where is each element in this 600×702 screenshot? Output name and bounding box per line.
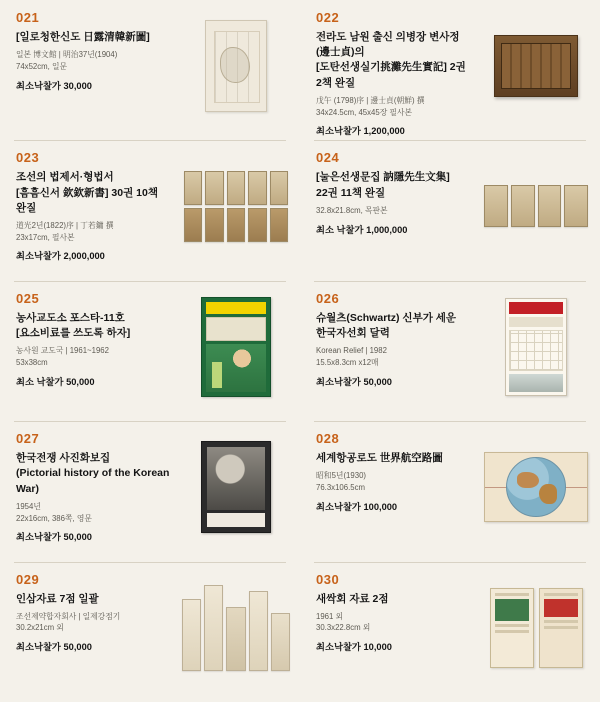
booklet-rule <box>495 624 529 627</box>
lot-image <box>180 572 292 684</box>
lot-title-line: 새싹회 자료 2점 <box>316 592 389 605</box>
booklet-red <box>539 588 583 668</box>
lot-description-line: 농사원 교도국 | 1961~1962 <box>16 346 109 356</box>
lot-title-line: 세계항공로도 世界航空路圖 <box>316 452 443 465</box>
booklet-rule <box>544 620 578 623</box>
lot-description-line: 23x17cm, 필사본 <box>16 232 75 242</box>
lot-description <box>16 345 174 368</box>
lot-item[interactable] <box>0 281 300 421</box>
lot-title <box>316 30 474 91</box>
lot-image <box>480 291 592 403</box>
lot-description <box>316 345 474 368</box>
lot-description-line: 조선제약합자회사 | 일제강점기 <box>16 611 121 621</box>
lot-description-line: 戊午 (1798)序 | 邊士貞(朝鮮) 撰 <box>316 95 425 105</box>
lot-title-line: [눌은선생문집 訥隱先生文集] <box>316 171 450 184</box>
lot-title <box>316 451 474 466</box>
lot-text-block <box>316 431 480 513</box>
lot-text-block <box>16 150 180 262</box>
document-sheet <box>271 613 290 671</box>
lot-description-line: 1961 외 <box>316 611 344 621</box>
lot-number: 025 <box>16 290 40 306</box>
calendar-title-band <box>509 302 563 314</box>
lot-title-line: (Pictorial history of the Korean War) <box>16 467 170 495</box>
volume <box>184 208 202 242</box>
lot-title-line: [도탄선생실기挑灘先生實記] 2권 2책 완질 <box>316 61 466 89</box>
lot-description-line: 22x16cm, 386쪽, 영문 <box>16 513 92 523</box>
lot-text-block <box>316 572 480 654</box>
lot-title-line: 슈월츠(Schwartz) 신부가 세운 <box>316 311 457 324</box>
lot-title <box>16 170 174 216</box>
lot-minimum-bid: 최소낙찰가 2,000,000 <box>16 251 105 262</box>
lot-description <box>316 205 474 217</box>
lot-number: 022 <box>316 10 340 25</box>
lot-description-line: 道光2년(1822)序 | 丁若鏞 撰 <box>16 221 114 231</box>
volume <box>227 171 245 205</box>
lot-text-block <box>16 291 180 388</box>
ginseng-documents-image <box>182 585 290 671</box>
lot-item[interactable] <box>0 562 300 702</box>
world-air-route-map-image <box>484 452 588 522</box>
lot-title-line: [요소비료를 쓰도록 하자] <box>16 327 131 339</box>
document-sheet <box>204 585 223 671</box>
block-carved-plate <box>501 43 571 89</box>
lot-minimum-bid: 최소낙찰가 10,000 <box>316 642 392 653</box>
calendar-date-grid <box>509 330 563 371</box>
lot-description-line: Korean Relief | 1982 <box>316 346 387 356</box>
lot-minimum-bid: 최소낙찰가 1,200,000 <box>316 126 405 137</box>
lot-title <box>16 592 174 607</box>
lot-description <box>316 611 474 634</box>
calendar-photo-band <box>509 374 563 392</box>
lot-image <box>480 150 592 262</box>
lot-minimum-bid: 최소낙찰가 30,000 <box>16 80 92 91</box>
lot-item[interactable] <box>0 140 300 280</box>
lot-description-line: 昭和5년(1930) <box>316 471 366 481</box>
poster-text-panel <box>206 317 266 341</box>
lot-title-line: 한국자선회 달력 <box>316 327 390 339</box>
lot-description <box>16 49 174 72</box>
lot-description <box>316 95 474 118</box>
booklet-rule <box>495 630 529 633</box>
volume <box>484 185 508 227</box>
lot-minimum-bid: 최소낙찰가 50,000 <box>16 532 92 543</box>
lot-number: 024 <box>316 150 340 166</box>
volume <box>227 208 245 242</box>
lot-title <box>16 30 174 45</box>
lot-minimum-bid: 최소 낙찰가 50,000 <box>16 376 95 387</box>
volume <box>205 171 223 205</box>
lot-image <box>480 572 592 684</box>
volume <box>270 171 288 205</box>
lot-title <box>16 451 174 497</box>
green-poster-image <box>201 297 271 397</box>
lot-image <box>180 150 292 262</box>
lot-item[interactable] <box>300 421 600 561</box>
lot-title <box>16 311 174 341</box>
lot-image <box>480 431 592 543</box>
lot-item[interactable] <box>300 140 600 280</box>
lot-title-line: [일로청한신도 日露清韓新圖] <box>16 31 150 43</box>
lot-item[interactable] <box>300 0 600 140</box>
lot-title <box>316 311 474 341</box>
lot-description-line: 15.5x8.3cm x12매 <box>316 357 379 367</box>
lot-title <box>316 170 474 200</box>
booklet-rule <box>544 593 578 596</box>
lot-number: 030 <box>316 571 340 587</box>
lot-text-block <box>316 150 480 235</box>
volume <box>205 208 223 242</box>
lot-title-line: 전라도 남원 출신 의병장 변사정(邊士貞)의 <box>316 31 460 59</box>
lot-description <box>316 470 474 493</box>
document-sheet <box>182 599 201 671</box>
calendar-month-band <box>509 317 563 327</box>
lot-title-line: 조선의 법제서·형법서 <box>16 171 114 184</box>
lot-description-line: 일본 博文館 | 明治37년(1904) <box>16 50 118 60</box>
booklet-rule <box>495 593 529 596</box>
lot-description-line: 30.2x21cm 외 <box>16 623 64 633</box>
lot-number: 028 <box>316 431 340 447</box>
lot-description <box>16 501 174 524</box>
lot-minimum-bid: 최소낙찰가 50,000 <box>16 642 92 653</box>
wooden-printing-block-image <box>494 35 578 97</box>
lot-number: 026 <box>316 290 340 306</box>
lot-number: 023 <box>16 150 40 166</box>
lot-title-line: 농사교도소 포스타-11호 <box>16 311 125 324</box>
volume <box>511 185 535 227</box>
lot-description-line: 34x24.5cm, 45x45장 필사본 <box>316 107 413 117</box>
booklet-color-band <box>495 599 529 621</box>
lot-minimum-bid: 최소낙찰가 100,000 <box>316 501 398 512</box>
poster-header-band <box>206 302 266 314</box>
lot-item[interactable] <box>0 0 300 140</box>
lot-text-block <box>16 431 180 543</box>
lot-text-block <box>316 10 480 137</box>
wall-calendar-image <box>505 298 567 396</box>
lot-text-block <box>316 291 480 388</box>
lot-description-line: 1954년 <box>16 501 41 511</box>
poster-figure <box>206 344 266 392</box>
lot-title-line: 한국전쟁 사진화보집 <box>16 452 111 465</box>
volume <box>538 185 562 227</box>
lot-title-line: 인삼자료 7점 일괄 <box>16 592 99 605</box>
lot-image <box>180 10 292 122</box>
lot-number: 029 <box>16 571 40 587</box>
woodblock-volumes-set-image <box>484 185 588 227</box>
volume <box>248 208 266 242</box>
document-sheet <box>226 607 245 671</box>
lot-description-line: 74x52cm, 일문 <box>16 61 68 71</box>
lot-title-line: [흠흠신서 欽欽新書] 30권 10책 완질 <box>16 186 158 214</box>
lot-item[interactable] <box>0 421 300 561</box>
lot-item[interactable] <box>300 281 600 421</box>
lot-image <box>180 431 292 543</box>
volume <box>184 171 202 205</box>
lot-description-line: 76.3x106.5cm <box>316 483 365 493</box>
volume <box>564 185 588 227</box>
lot-number: 021 <box>16 10 40 25</box>
map-globe <box>506 457 566 517</box>
lot-item[interactable] <box>300 562 600 702</box>
lot-description-line: 53x38cm <box>16 357 48 367</box>
booklet-green <box>490 588 534 668</box>
volume <box>248 171 266 205</box>
booklet-color-band <box>544 599 578 617</box>
saessak-booklets-image <box>490 582 583 674</box>
lot-description <box>16 220 174 243</box>
lot-title <box>316 592 474 607</box>
lot-minimum-bid: 최소 낙찰가 1,000,000 <box>316 224 408 235</box>
lot-text-block <box>16 10 180 92</box>
document-sheet <box>249 591 268 671</box>
lot-image <box>480 10 592 122</box>
lot-text-block <box>16 572 180 654</box>
lot-number: 027 <box>16 431 40 447</box>
lot-title-line: 22권 11책 완질 <box>316 186 386 199</box>
lot-description-line: 30.3x22.8cm 외 <box>316 623 371 633</box>
lot-description-line: 32.8x21.8cm, 목판본 <box>316 205 388 215</box>
hanji-volumes-set-image <box>184 171 288 242</box>
old-map-sheet-image <box>205 20 267 112</box>
lot-minimum-bid: 최소낙찰가 50,000 <box>316 376 392 387</box>
booklet-rule <box>544 626 578 629</box>
lot-description <box>16 611 174 634</box>
lot-image <box>180 291 292 403</box>
photo-history-book-image <box>201 441 271 533</box>
volume <box>270 208 288 242</box>
